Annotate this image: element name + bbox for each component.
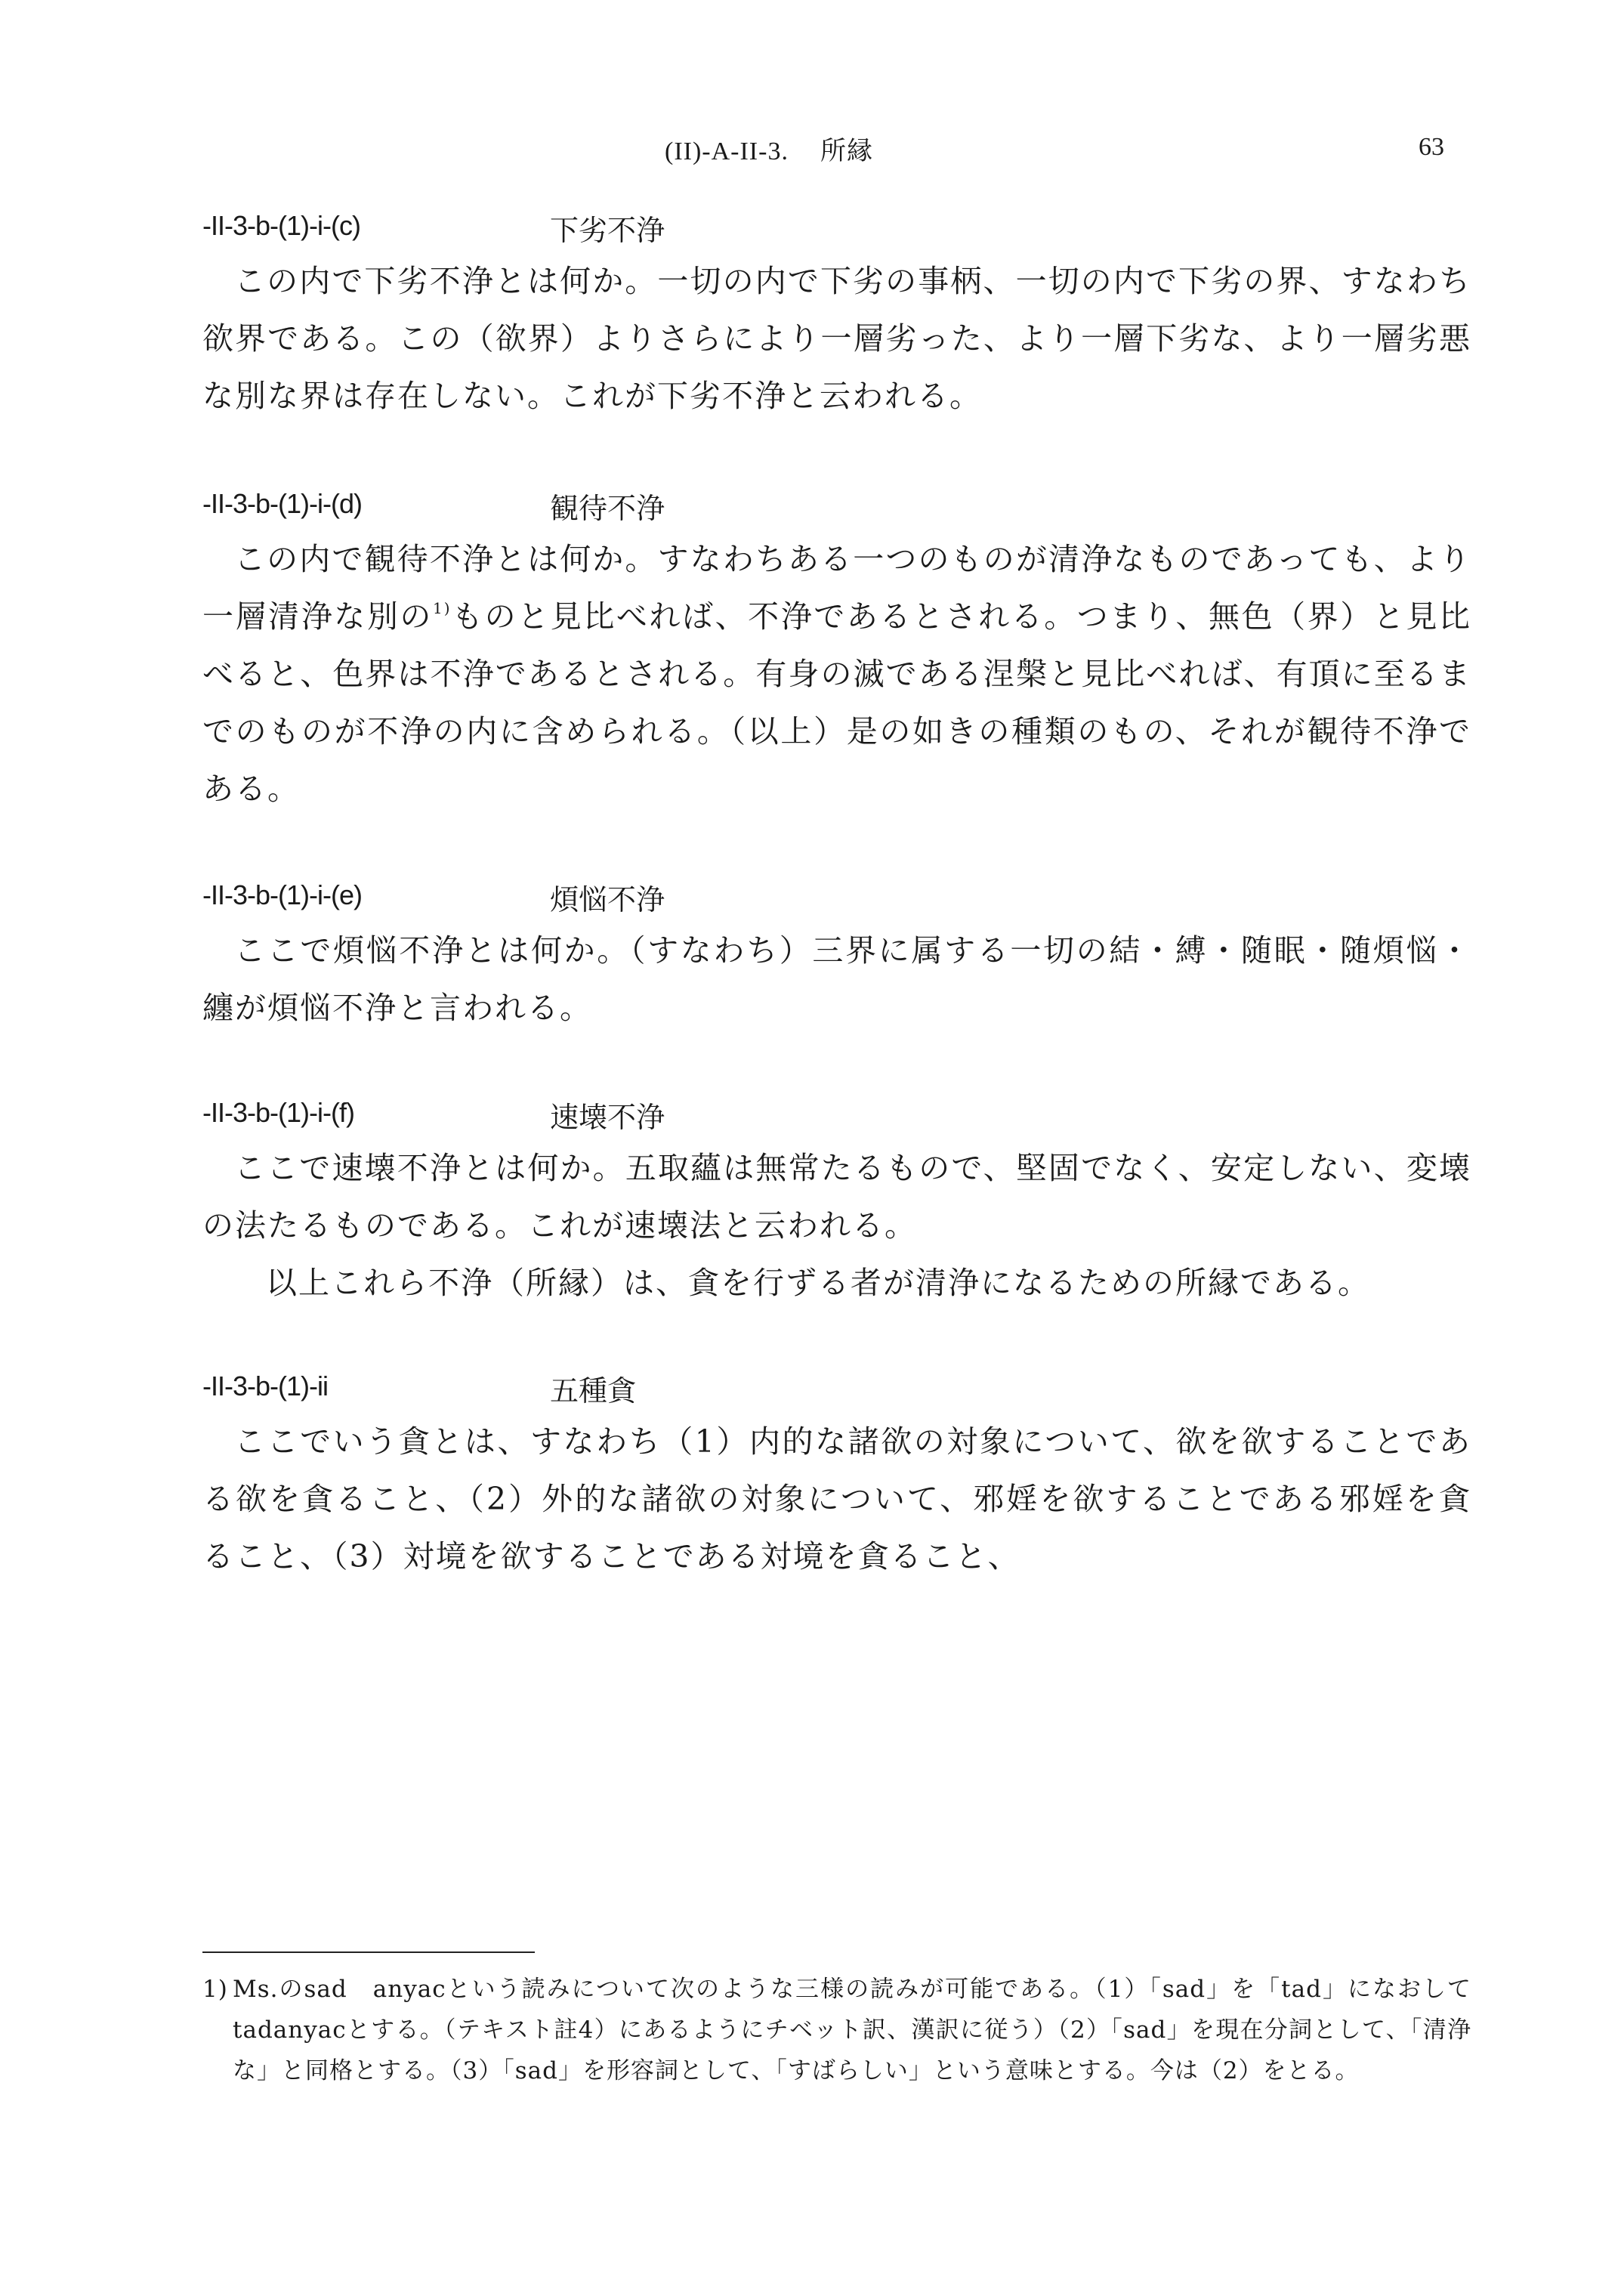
running-head-title: 所縁 (820, 138, 873, 165)
section-number: -II-3-b-(1)-i-(c) (202, 210, 360, 241)
running-head (665, 130, 873, 167)
section-e (202, 875, 1471, 1037)
section-number: -II-3-b-(1)-i-(d) (202, 488, 362, 519)
section-title: 五種貪 (550, 1374, 637, 1408)
footnote (202, 1969, 1471, 2091)
section-ii (202, 1366, 1471, 1585)
section-number: -II-3-b-(1)-i-(e) (202, 879, 362, 910)
paragraph: この内で下劣不浄とは何か。一切の内で下劣の事柄、一切の内で下劣の界、すなわち欲界である。この（欲界）よりさらにより一層劣った、より一層下劣な、より一層劣悪な別な界は存在しない。これが下劣不浄と云われる。 (202, 263, 1471, 414)
footnote-text: Ms.のsad anyacという読みについて次のような三様の読みが可能である。（1）「sad」を「tad」になおしてtadanyacとする。（テキスト註4）にあるようにチベット訳、漢訳に従う）（2）「sad」を現在分詞として、「清浄な」と同格とする。（3）「sad」を形容詞として、「すばらしい」という意味とする。今は（2）をとる。 (233, 1976, 1471, 2084)
paragraph (202, 530, 1471, 817)
paragraph-text: この内で観待不浄とは何か。すなわちある一つのものが清浄なものであっても、より一層清浄な別の (202, 541, 1471, 635)
section-title: 観待不浄 (550, 492, 665, 525)
paragraph: 以上これら不浄（所縁）は、貪を行ずる者が清浄になるための所縁である。 (266, 1265, 1370, 1301)
page-number: 63 (1419, 133, 1444, 161)
footnote-reference[interactable]: 1) (432, 599, 452, 617)
section-heading (202, 1092, 1471, 1139)
paragraph: ここでいう貪とは、すなわち（1）内的な諸欲の対象について、欲を欲することである欲を貪ること、（2）外的な諸欲の対象について、邪婬を欲することである邪婬を貪ること、（3）対境を欲することである対境を貪ること、 (202, 1423, 1471, 1574)
section-number: -II-3-b-(1)-i-(f) (202, 1097, 354, 1128)
section-number: -II-3-b-(1)-ii (202, 1370, 328, 1401)
running-head-section: (II)-A-II-3. (665, 138, 789, 165)
footnote-divider (202, 1951, 535, 1953)
footnote-mark: 1) (202, 1976, 228, 2003)
section-d (202, 484, 1471, 817)
section-title: 煩悩不浄 (550, 883, 665, 916)
section-title: 速壊不浄 (550, 1101, 665, 1134)
section-heading (202, 875, 1471, 922)
section-heading (202, 1366, 1471, 1413)
paragraph: ここで速壊不浄とは何か。五取蘊は無常たるもので、堅固でなく、安定しない、変壊の法たるものである。これが速壊法と云われる。 (202, 1150, 1471, 1244)
section-title: 下劣不浄 (550, 214, 665, 247)
section-heading (202, 484, 1471, 530)
paragraph-text: ものと見比べれば、不浄であるとされる。つまり、無色（界）と見比べると、色界は不浄であるとされる。有身の滅である涅槃と見比べれば、有頂に至るまでのものが不浄の内に含められる。（以上）是の如きの種類のもの、それが観待不浄である。 (202, 598, 1472, 807)
section-f (202, 1092, 1471, 1312)
paragraph: ここで煩悩不浄とは何か。（すなわち）三界に属する一切の結・縛・随眠・随煩悩・纏が煩悩不浄と言われる。 (202, 932, 1471, 1026)
section-c (202, 205, 1471, 425)
section-heading (202, 205, 1471, 252)
